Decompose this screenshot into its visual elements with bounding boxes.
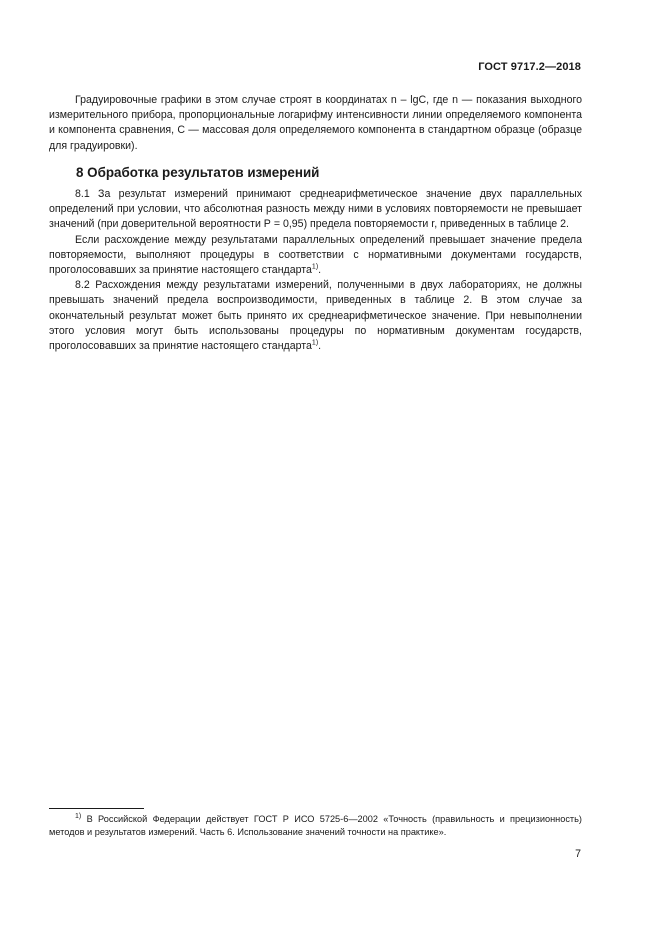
footnote-text: В Российской Федерации действует ГОСТ Р ИСО 5725-6—2002 «Точность (правильность и прецизионность) методов и результатов измерений. Часть 6. Использование значений точности на практике».: [49, 814, 582, 838]
footnote-divider: [49, 808, 144, 809]
paragraph-8-1: 8.1 За результат измерений принимают среднеарифметическое значение двух параллельных определений при условии, что абсолютная разность между ними в условиях повторяемости не превышает значений (при доверительной вероятности Р = 0,95) предела повторяемости r, приведенных в таблице 2.: [49, 188, 582, 231]
footnote-paragraph: [49, 813, 582, 839]
footnote-reference: 1): [311, 339, 319, 347]
page-number: 7: [575, 848, 581, 860]
footnote-reference: 1): [311, 263, 319, 271]
paragraph-8-2: [49, 278, 582, 354]
sentence-end: .: [318, 264, 322, 277]
sentence-end: .: [318, 340, 322, 353]
paragraph-8-2-text: 8.2 Расхождения между результатами измерений, полученными в двух лабораториях, не должны превышать значений предела воспроизводимости, приведенных в таблице 2. В этом случае за окончательный результат может быть принято их среднеарифметическое значение. При невыполнении этого условия могут быть использованы процедуры по нормативным документам государств, проголосовавших за принятие настоящего стандарта: [49, 279, 582, 353]
section-body: [49, 187, 582, 354]
intro-paragraph: Градуировочные графики в этом случае строят в координатах n – lgC, где n — показания выходного измерительного прибора, пропорциональные логарифму интенсивности линии определяемого компонента и компонента сравнения, С — массовая доля определяемого компонента в стандартном образце (образце для градуировки).: [49, 94, 582, 152]
paragraph-divergence-text: Если расхождение между результатами параллельных определений превышает значение предела повторяемости, выполняют процедуры в соответствии с нормативными документами государств, проголосовавших за принятие настоящего стандарта: [49, 233, 582, 277]
intro-text: [49, 93, 582, 154]
footnote-mark: 1): [75, 812, 82, 820]
footnote: [49, 813, 582, 839]
page-header-standard-code: ГОСТ 9717.2—2018: [478, 61, 581, 73]
section-title: 8 Обработка результатов измерений: [76, 165, 320, 180]
paragraph-divergence: [49, 233, 582, 279]
